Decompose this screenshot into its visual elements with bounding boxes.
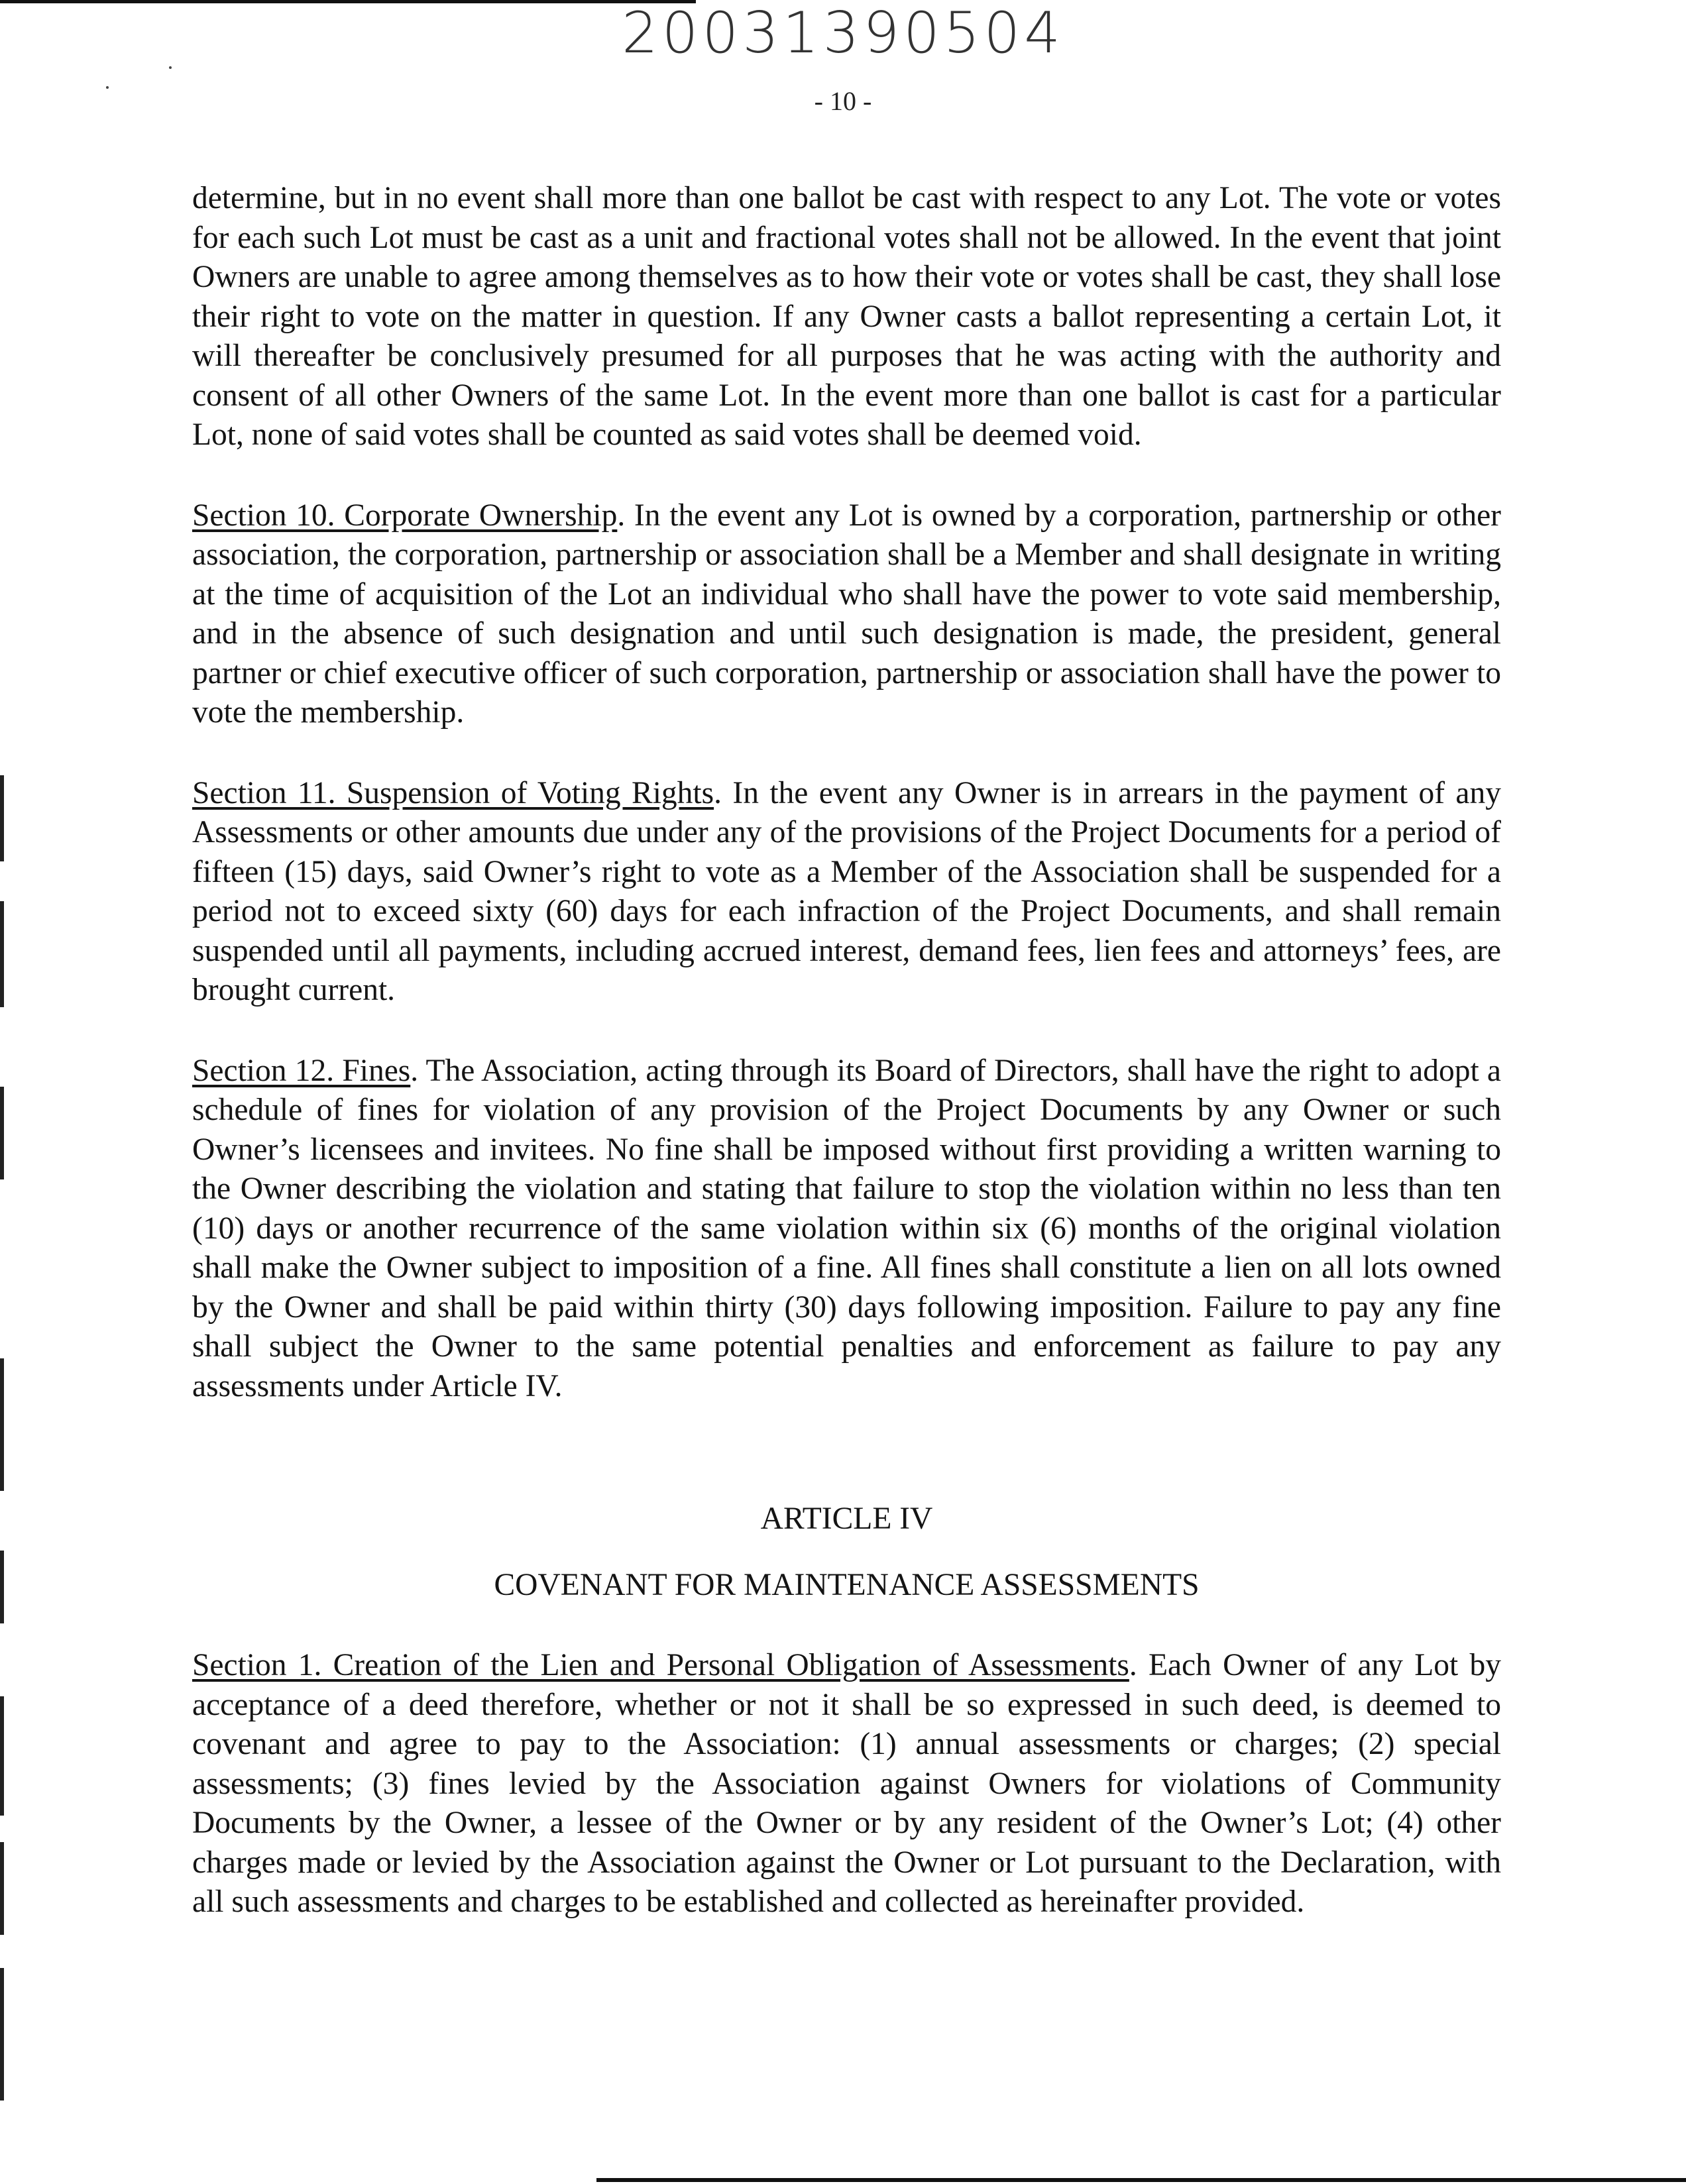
scan-edge-left [0,775,4,861]
scan-edge-left [0,1358,4,1491]
paragraph-section-10 [192,496,1501,733]
paragraph-text: . The Association, acting through its Board of Directors, shall have the right to adopt a schedule of fines for violation of any provision of the Project Documents by any Owner or such Owner’s licensees and invitees. No fine shall be imposed without first providing a written warning to the Owner describing the violation and stating that failure to stop the violation within no less than ten (10) days or another recurrence of the same violation within six (6) months of the original violation shall make the Owner subject to imposition of a fine. All fines shall constitute a lien on all lots owned by the Owner and shall be paid within thirty (30) days following imposition. Failure to pay any fine shall subject the Owner to the same potential penalties and enforcement as failure to pay any assessments under Article IV. [192,1053,1501,1403]
scan-edge-left [0,1551,4,1623]
paragraph-article-iv-section-1 [192,1646,1501,1922]
section-heading: Section 1. Creation of the Lien and Personal Obligation of Assessments [192,1648,1129,1682]
paragraph-text: . In the event any Owner is in arrears in the payment of any Assessments or other amounts due under any of the provisions of the Project Documents for a period of fifteen (15) days, said Owner’s right to vote as a Member of the Association shall be suspended for a period not to exceed sixty (60) days for each infraction of the Project Documents, and shall remain suspended until all payments, including accrued interest, demand fees, lien fees and attorneys’ fees, are brought current. [192,775,1501,1007]
paragraph-text: determine, but in no event shall more than one ballot be cast with respect to any Lot. The vote or votes for each such Lot must be cast as a unit and fractional votes shall not be allowed. In the event that joint Owners are unable to agree among themselves as to how their vote or votes shall be cast, they shall lose their right to vote on the matter in question. If any Owner casts a ballot representing a certain Lot, it will thereafter be conclusively presumed for all purposes that he was acting with the authority and consent of all other Owners of the same Lot. In the event more than one ballot is cast for a particular Lot, none of said votes shall be counted as said votes shall be deemed void. [192,181,1501,452]
paragraph-text: . In the event any Lot is owned by a corporation, partnership or other association, the corporation, partnership or association shall be a Member and shall designate in writing at the time of acquisition of the Lot an individual who shall have the power to vote said membership, and in the absence of such designation and until such designation is made, the president, general partner or chief executive officer of such corporation, partnership or association shall have the power to vote the membership. [192,498,1501,730]
scan-edge-left [0,1696,4,1816]
scan-edge-left [0,1842,4,1935]
paragraph-continuation [192,179,1501,455]
scan-edge-left [0,1968,4,2101]
scan-edge-bottom [596,2178,1686,2182]
section-heading: Section 11. Suspension of Voting Rights [192,775,714,810]
document-body [192,179,1501,1922]
document-number: 20031390504 [622,0,1064,66]
section-heading: Section 12. Fines [192,1053,411,1088]
article-title: COVENANT FOR MAINTENANCE ASSESSMENTS [494,1568,1200,1602]
article-heading: ARTICLE IV [760,1502,933,1536]
paragraph-section-12 [192,1052,1501,1407]
paragraph-section-11 [192,774,1501,1010]
scan-edge-left [0,901,4,1007]
scan-edge-left [0,1087,4,1179]
scan-speck [169,66,172,69]
section-heading: Section 10. Corporate Ownership [192,498,618,533]
paragraph-text: . Each Owner of any Lot by acceptance of a deed therefore, whether or not it shall be so expressed in such deed, is deemed to covenant and agree to pay to the Association: (1) annual assessments or charges; (2) special assessments; (3) fines levied by the Association against Owners for violations of Community Documents by the Owner, a lessee of the Owner or by any resident of the Owner’s Lot; (4) other charges made or levied by the Association against the Owner or Lot pursuant to the Declaration, with all such assessments and charges to be established and collected as hereinafter provided. [192,1648,1501,1919]
page-number: - 10 - [814,86,872,116]
